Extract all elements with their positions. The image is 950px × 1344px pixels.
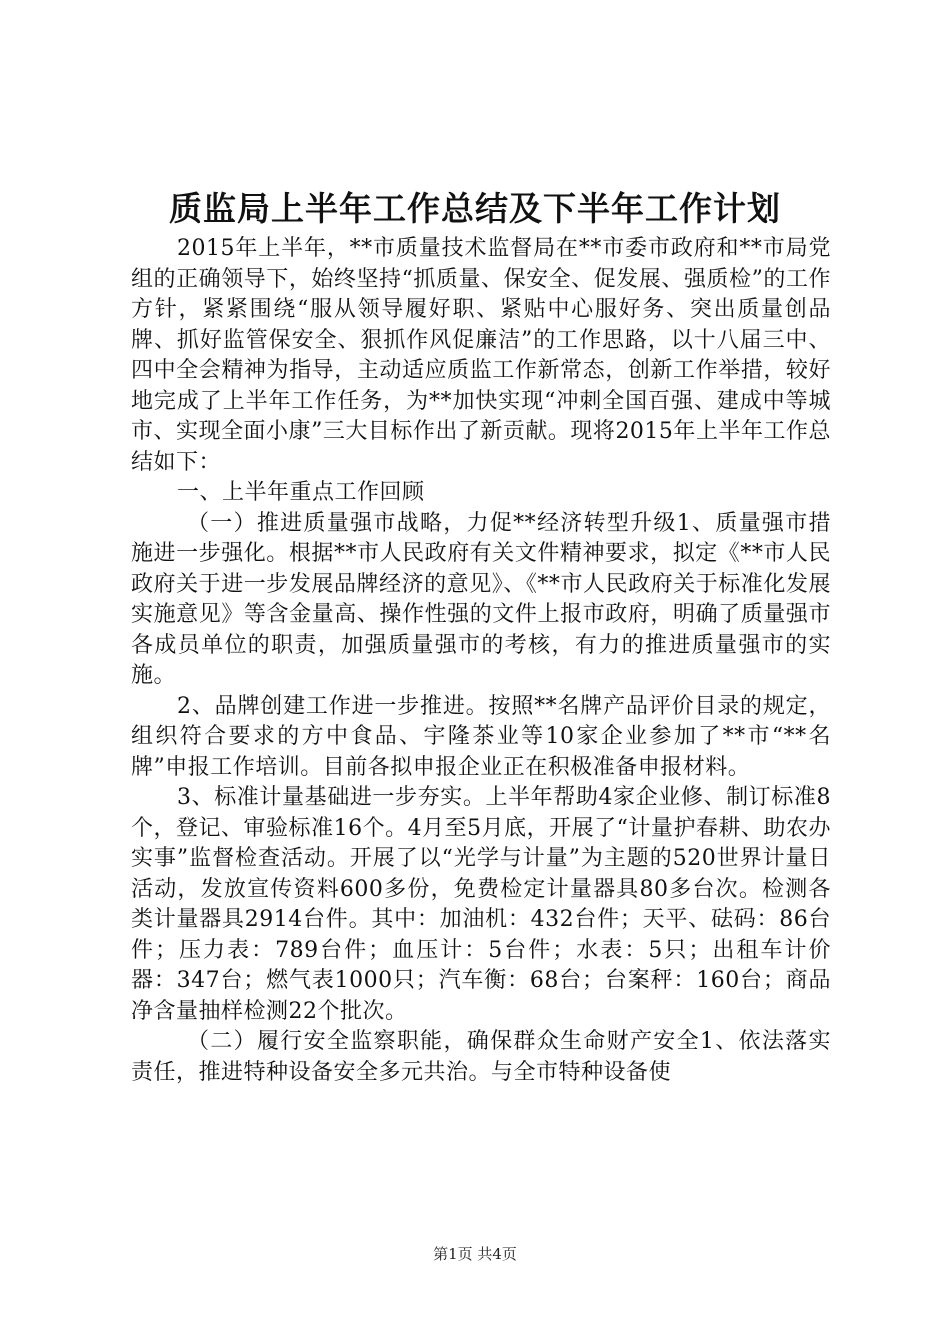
section-heading-review: 一、上半年重点工作回顾	[177, 480, 425, 505]
brand-paragraph: 2、品牌创建工作进一步推进。按照**名牌产品评价目录的规定，组织符合要求的方中食品、宇隆茶业等10家企业参加了**市“**名牌”申报工作培训。目前各拟申报企业正在积极准备申报材料。	[131, 693, 831, 780]
document-title: 质监局上半年工作总结及下半年工作计划	[169, 189, 781, 228]
intro-paragraph: 2015年上半年，**市质量技术监督局在**市委市政府和**市局党组的正确领导下，始终坚持“抓质量、保安全、促发展、强质检”的工作方针，紧紧围绕“服从领导履好职、紧贴中心服好务、突出质量创品牌、抓好监管保安全、狠抓作风促廉洁”的工作思路，以十八届三中、四中全会精神为指导，主动适应质监工作新常态，创新工作举措，较好地完成了上半年工作任务，为**加快实现“冲刺全国百强、建成中等城市、实现全面小康”三大目标作出了新贡献。现将2015年上半年工作总结如下：	[131, 236, 831, 475]
page-footer: 第1页 共4页	[433, 1245, 517, 1263]
document-body	[131, 234, 831, 1088]
metrology-paragraph: 3、标准计量基础进一步夯实。上半年帮助4家企业修、制订标准8个，登记、审验标准16个。4月至5月底，开展了“计量护春耕、助农办实事”监督检查活动。开展了以“光学与计量”为主题的520世界计量日活动，发放宣传资料600多份，免费检定计量器具80多台次。检测各类计量器具2914台件。其中：加油机：432台件；天平、砝码：86台件；压力表：789台件；血压计：5台件；水表：5只；出租车计价器：347台；燃气表1000只；汽车衡：68台；台案秤：160台；商品净含量抽样检测22个批次。	[131, 785, 831, 1024]
subsection-safety-paragraph: （二）履行安全监察职能，确保群众生命财产安全1、依法落实责任，推进特种设备安全多元共治。与全市特种设备使	[131, 1029, 831, 1085]
subsection-quality-paragraph: （一）推进质量强市战略，力促**经济转型升级1、质量强市措施进一步强化。根据**市人民政府有关文件精神要求，拟定《**市人民政府关于进一步发展品牌经济的意见》、《**市人民政府关于标准化发展实施意见》等含金量高、操作性强的文件上报市政府，明确了质量强市各成员单位的职责，加强质量强市的考核，有力的推进质量强市的实施。	[131, 510, 831, 688]
